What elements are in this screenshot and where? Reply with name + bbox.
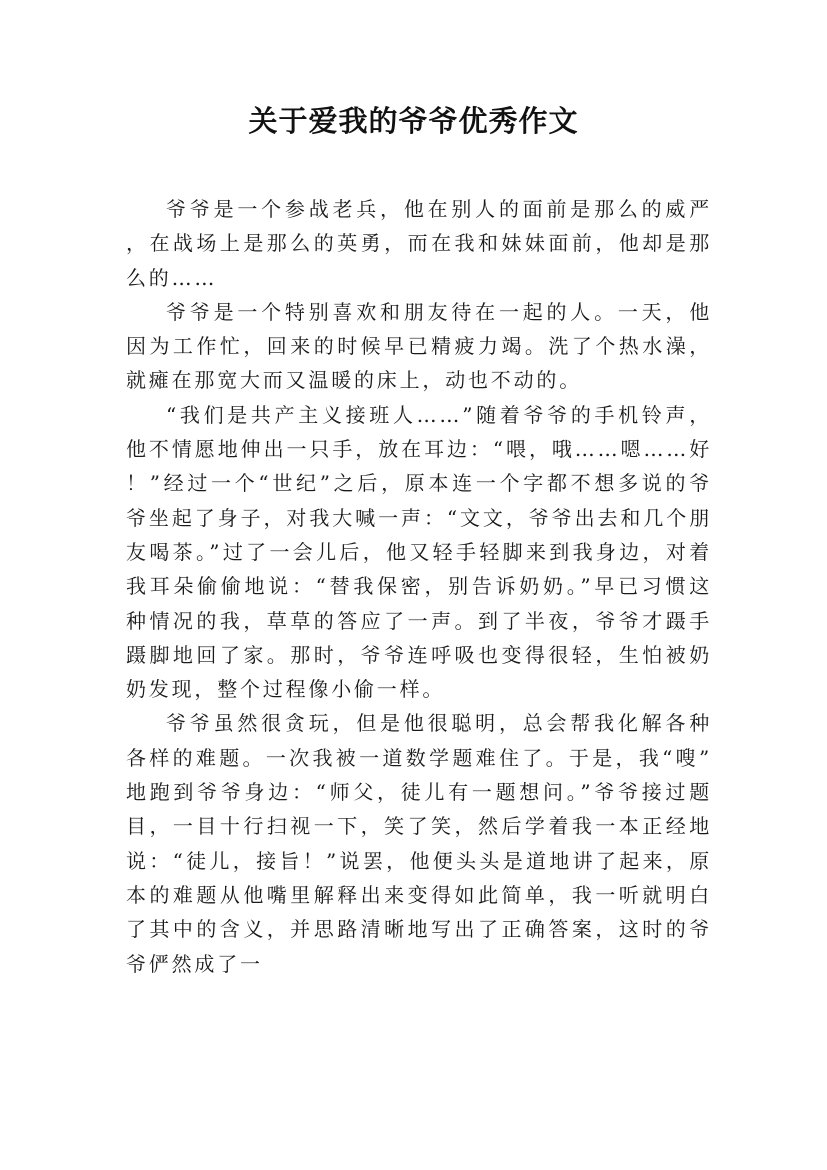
document-body xyxy=(126,192,712,981)
paragraph-3: “我们是共产主义接班人……”随着爷爷的手机铃声，他不情愿地伸出一只手，放在耳边：“喂，哦……嗯……好！”经过一个“世纪”之后，原本连一个字都不想多说的爷爷坐起了身子，对我大喊一声：“文文，爷爷出去和几个朋友喝茶。”过了一会儿后，他又轻手轻脚来到我身边，对着我耳朵偷偷地说：“替我保密，别告诉奶奶。”早已习惯这种情况的我，草草的答应了一声。到了半夜，爷爷才蹑手蹑脚地回了家。那时，爷爷连呼吸也变得很轻，生怕被奶奶发现，整个过程像小偷一样。 xyxy=(126,402,712,702)
paragraph-4: 爷爷虽然很贪玩，但是他很聪明，总会帮我化解各种各样的难题。一次我被一道数学题难住了。于是，我“嗖”地跑到爷爷身边：“师父，徒儿有一题想问。”爷爷接过题目，一目十行扫视一下，笑了笑，然后学着我一本正经地说：“徒儿，接旨！”说罢，他便头头是道地讲了起来，原本的难题从他嘴里解释出来变得如此简单，我一听就明白了其中的含义，并思路清晰地写出了正确答案，这时的爷爷俨然成了一 xyxy=(126,711,712,976)
paragraph-2: 爷爷是一个特别喜欢和朋友待在一起的人。一天，他因为工作忙，回来的时候早已精疲力竭。洗了个热水澡，就瘫在那宽大而又温暖的床上，动也不动的。 xyxy=(126,299,712,393)
paragraph-1: 爷爷是一个参战老兵，他在别人的面前是那么的威严，在战场上是那么的英勇，而在我和妹妹面前，他却是那么的…… xyxy=(126,197,712,290)
document-title: 关于爱我的爷爷优秀作文 xyxy=(248,104,579,138)
